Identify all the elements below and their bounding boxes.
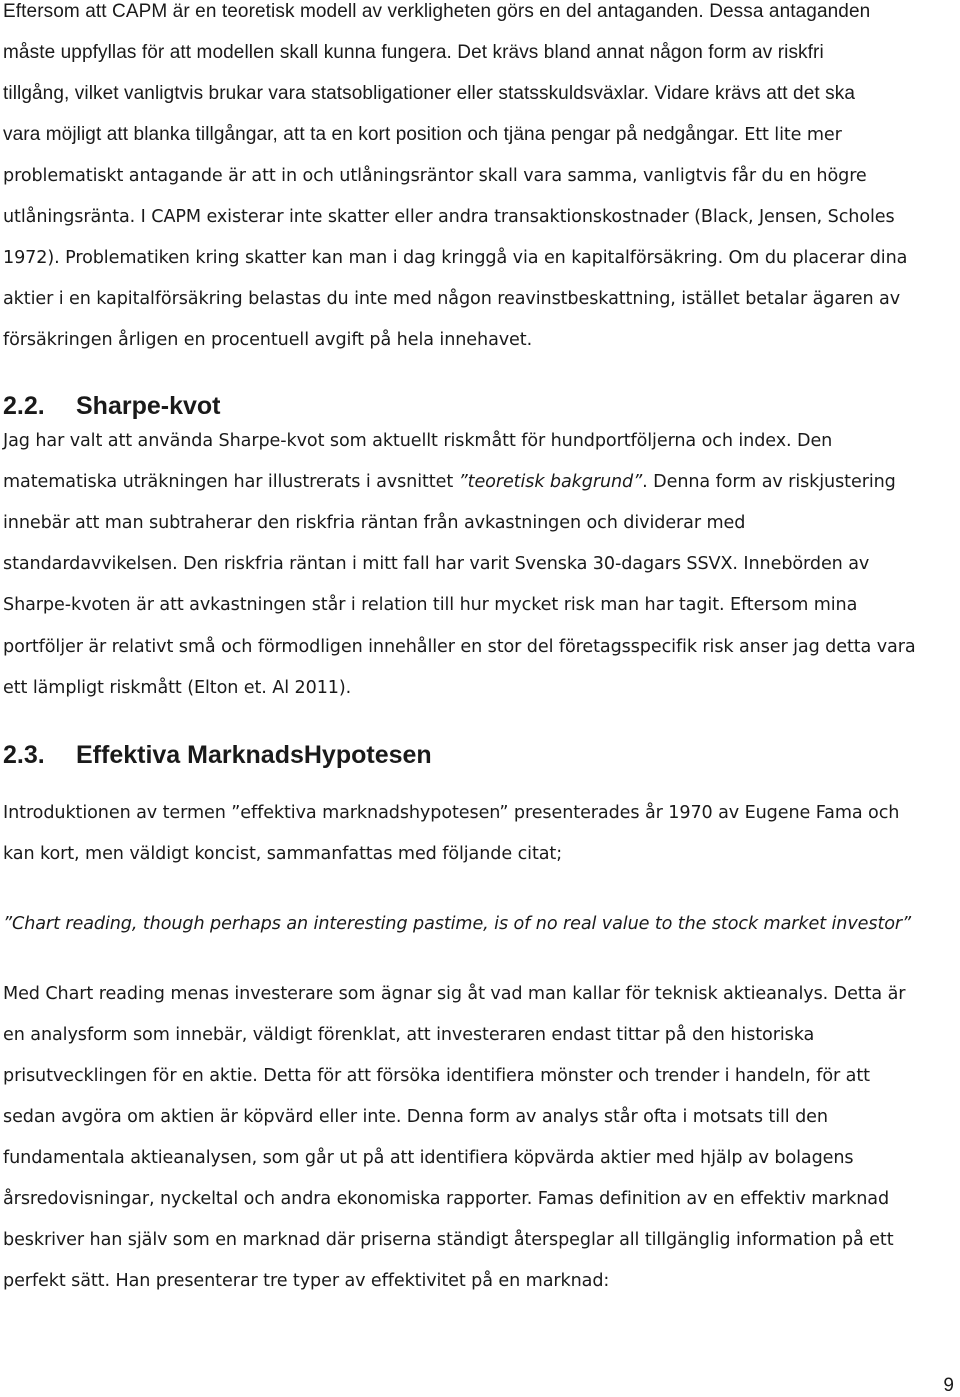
quote: ”Chart reading, though perhaps an interesting pastime, is of no real value to the stock market investor”	[3, 914, 912, 934]
paragraph-line: Jag har valt att använda Sharpe-kvot som aktuellt riskmått för hundportföljerna och index. Den	[3, 431, 833, 451]
paragraph-line: årsredovisningar, nyckeltal och andra ekonomiska rapporter. Famas definition av en effektiv marknad	[3, 1189, 890, 1209]
paragraph-line: standardavvikelsen. Den riskfria räntan i mitt fall har varit Svenska 30-dagars SSVX. Innebörden av	[3, 554, 870, 574]
paragraph-line: utlåningsränta. I CAPM existerar inte skatter eller andra transaktionskostnader (Black, Jensen, Scholes	[3, 207, 895, 227]
paragraph-line: 1972). Problematiken kring skatter kan man i dag kringgå via en kapitalförsäkring. Om du placerar dina	[3, 248, 908, 268]
section-title: Sharpe-kvot	[76, 392, 221, 420]
paragraph-line: Introduktionen av termen ”effektiva marknadshypotesen” presenterades år 1970 av Eugene Fama och	[3, 803, 900, 823]
italic-reference: ”teoretisk bakgrund”	[458, 472, 643, 492]
paragraph-line: innebär att man subtraherar den riskfria räntan från avkastningen och dividerar med	[3, 513, 746, 533]
paragraph-line: kan kort, men väldigt koncist, sammanfattas med följande citat;	[3, 844, 563, 864]
section-title: Effektiva MarknadsHypotesen	[76, 741, 432, 769]
paragraph-line: sedan avgöra om aktien är köpvärd eller inte. Denna form av analys står ofta i motsats till den	[3, 1107, 828, 1127]
paragraph-line: tillgång, vilket vanligtvis brukar vara statsobligationer eller statsskuldsväxlar. Vidare krävs att det ska	[3, 83, 856, 104]
paragraph-line: fundamentala aktieanalysen, som går ut på att identifiera köpvärda aktier med hjälp av bolagens	[3, 1148, 854, 1168]
paragraph-line: Sharpe-kvoten är att avkastningen står i relation till hur mycket risk man har tagit. Eftersom mina	[3, 595, 858, 615]
paragraph-line-mixed	[3, 124, 842, 146]
paragraph-line: problematiskt antagande är att in och utlåningsräntor skall vara samma, vanligtvis får du en högre	[3, 166, 867, 186]
paragraph-text: vara möjligt att blanka tillgångar, att ta en kort position och tjäna pengar på nedgångar.	[3, 124, 739, 145]
paragraph-line: ett lämpligt riskmått (Elton et. Al 2011).	[3, 678, 352, 698]
paragraph-line: måste uppfyllas för att modellen skall kunna fungera. Det krävs bland annat någon form av riskfri	[3, 42, 824, 63]
paragraph-line: perfekt sätt. Han presenterar tre typer av effektivitet på en marknad:	[3, 1271, 610, 1291]
paragraph-line: beskriver han själv som en marknad där priserna ständigt återspeglar all tillgänglig information på ett	[3, 1230, 894, 1250]
paragraph-text: . Denna form av riskjustering	[642, 472, 896, 492]
page-number: 9	[943, 1375, 954, 1396]
paragraph-line-mixed	[3, 472, 896, 492]
paragraph-text: matematiska uträkningen har illustrerats i avsnittet	[3, 472, 459, 492]
paragraph-line: aktier i en kapitalförsäkring belastas du inte med någon reavinstbeskattning, istället betalar ägaren av	[3, 289, 901, 309]
paragraph-line: Med Chart reading menas investerare som ägnar sig åt vad man kallar för teknisk aktieanalys. Detta är	[3, 984, 906, 1004]
paragraph-line: portföljer är relativt små och förmodligen innehåller en stor del företagsspecifik risk anser jag detta vara	[3, 637, 916, 657]
paragraph-line: försäkringen årligen en procentuell avgift på hela innehavet.	[3, 330, 533, 350]
section-number: 2.2.	[3, 392, 45, 420]
paragraph-line: en analysform som innebär, väldigt förenklat, att investeraren endast tittar på den historiska	[3, 1025, 815, 1045]
paragraph-text: Ett lite mer	[738, 125, 842, 145]
section-number: 2.3.	[3, 741, 45, 769]
paragraph-line: Eftersom att CAPM är en teoretisk modell av verkligheten görs en del antaganden. Dessa antaganden	[3, 1, 871, 22]
paragraph-line: prisutvecklingen för en aktie. Detta för att försöka identifiera mönster och trender i handeln, för att	[3, 1066, 870, 1086]
section-heading	[3, 741, 432, 770]
section-heading	[3, 392, 220, 421]
